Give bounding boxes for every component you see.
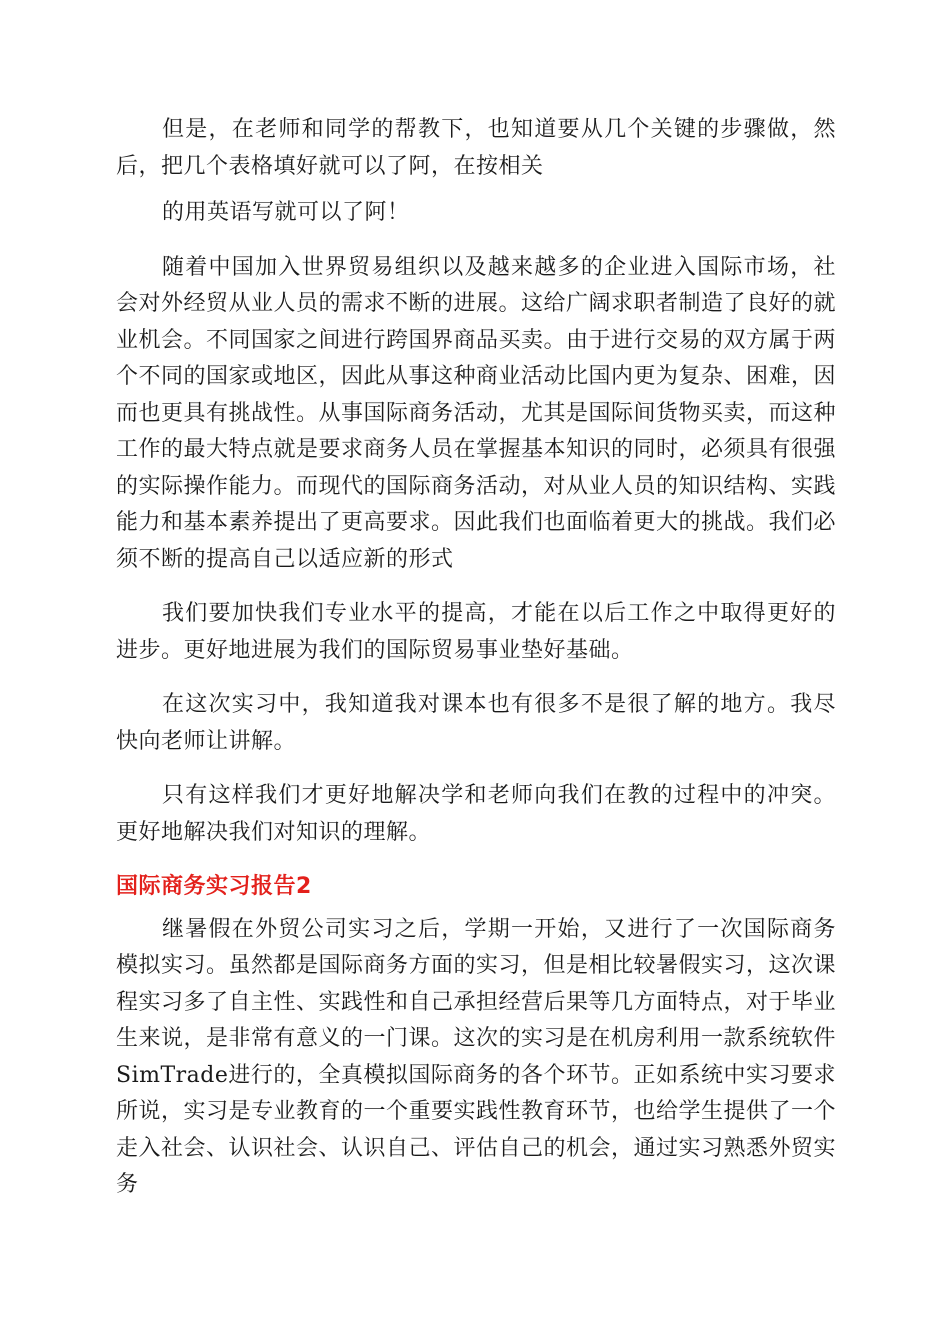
paragraph-4: 我们要加快我们专业水平的提高，才能在以后工作之中取得更好的进步。更好地进展为我们的国际贸易事业垫好基础。 [116,601,836,663]
paragraph-2: 的用英语写就可以了阿！ [162,200,410,225]
paragraph-1: 但是，在老师和同学的帮教下，也知道要从几个关键的步骤做，然后，把几个表格填好就可以了阿，在按相关 [116,117,836,179]
section-heading: 国际商务实习报告2 [116,874,312,899]
paragraph-3: 随着中国加入世界贸易组织以及越来越多的企业进入国际市场，社会对外经贸从业人员的需求不断的进展。这给广阔求职者制造了良好的就业机会。不同国家之间进行跨国界商品买卖。由于进行交易的双方属于两个不同的国家或地区，因此从事这种商业活动比国内更为复杂、困难，因而也更具有挑战性。从事国际商务活动，尤其是国际间货物买卖，而这种工作的最大特点就是要求商务人员在掌握基本知识的同时，必须具有很强的实际操作能力。而现代的国际商务活动，对从业人员的知识结构、实践能力和基本素养提出了更高要求。因此我们也面临着更大的挑战。我们必须不断的提高自己以适应新的形式 [116,254,837,572]
paragraph-5: 在这次实习中，我知道我对课本也有很多不是很了解的地方。我尽快向老师让讲解。 [116,692,836,754]
paragraph-7: 继暑假在外贸公司实习之后，学期一开始，又进行了一次国际商务模拟实习。虽然都是国际商务方面的实习，但是相比较暑假实习，这次课程实习多了自主性、实践性和自己承担经营后果等几方面特点，对于毕业生来说，是非常有意义的一门课。这次的实习是在机房利用一款系统软件SimTrade进行的，全真模拟国际商务的各个环节。正如系统中实习要求所说，实习是专业教育的一个重要实践性教育环节，也给学生提供了一个走入社会、认识社会、认识自己、评估自己的机会，通过实习熟悉外贸实务 [116,916,837,1197]
document-body [116,112,836,1222]
paragraph-6: 只有这样我们才更好地解决学和老师向我们在教的过程中的冲突。更好地解决我们对知识的理解。 [116,783,836,845]
